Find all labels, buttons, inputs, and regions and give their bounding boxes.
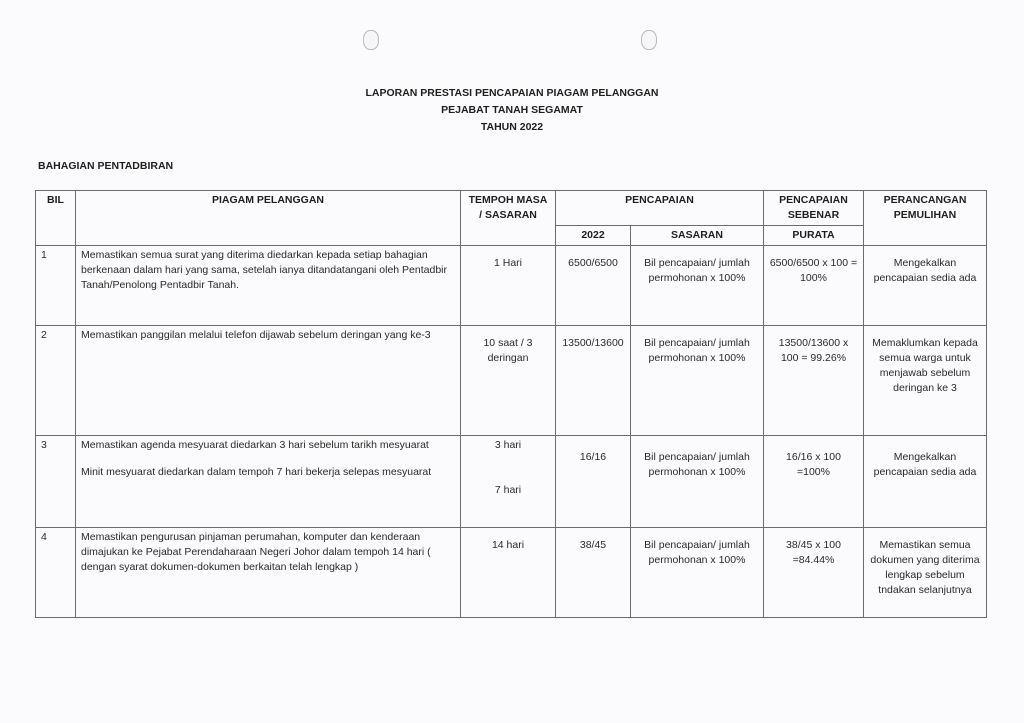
cell-year: 16/16 — [556, 436, 631, 528]
cell-bil: 3 — [36, 436, 76, 528]
cell-bil: 2 — [36, 326, 76, 436]
header-perancangan: PERANCANGAN PEMULIHAN — [864, 191, 987, 246]
cell-bil: 1 — [36, 246, 76, 326]
header-piagam: PIAGAM PELANGGAN — [76, 191, 461, 246]
cell-sebenar: 13500/13600 x 100 = 99.26% — [764, 326, 864, 436]
cell-perancangan: Memaklumkan kepada semua warga untuk menjawab sebelum deringan ke 3 — [864, 326, 987, 436]
header-bil: BIL — [36, 191, 76, 246]
cell-piagam: Memastikan pengurusan pinjaman perumahan, komputer dan kenderaan dimajukan ke Pejabat Perendaharaan Negeri Johor dalam tempoh 14 hari ( dengan syarat dokumen-dokumen berkaitan telah lengkap ) — [76, 528, 461, 618]
table-row — [36, 246, 987, 326]
cell-bil: 4 — [36, 528, 76, 618]
header-year: 2022 — [556, 226, 631, 246]
header-pencapaian: PENCAPAIAN — [556, 191, 764, 226]
cell-tempoh: 10 saat / 3 deringan — [461, 326, 556, 436]
cell-sasaran: Bil pencapaian/ jumlah permohonan x 100% — [631, 436, 764, 528]
cell-tempoh-group — [461, 436, 556, 528]
header-sasaran: SASARAN — [631, 226, 764, 246]
table-row — [36, 326, 987, 436]
punch-hole-left — [363, 30, 379, 50]
header-purata: PURATA — [764, 226, 864, 246]
cell-sasaran: Bil pencapaian/ jumlah permohonan x 100% — [631, 528, 764, 618]
title-line-2: PEJABAT TANAH SEGAMAT — [441, 104, 583, 116]
header-tempoh: TEMPOH MASA / SASARAN — [461, 191, 556, 246]
cell-sasaran: Bil pencapaian/ jumlah permohonan x 100% — [631, 326, 764, 436]
cell-piagam: Memastikan agenda mesyuarat diedarkan 3 hari sebelum tarikh mesyuarat — [81, 439, 429, 451]
title-line-1: LAPORAN PRESTASI PENCAPAIAN PIAGAM PELANGGAN — [365, 87, 659, 99]
cell-perancangan: Mengekalkan pencapaian sedia ada — [864, 246, 987, 326]
table-row — [36, 436, 987, 528]
punch-hole-right — [641, 30, 657, 50]
cell-year: 38/45 — [556, 528, 631, 618]
piagam-table — [35, 190, 987, 618]
cell-perancangan: Memastikan semua dokumen yang diterima lengkap sebelum tndakan selanjutnya — [864, 528, 987, 618]
cell-year: 6500/6500 — [556, 246, 631, 326]
header-sebenar: PENCAPAIAN SEBENAR — [764, 191, 864, 226]
cell-piagam: Memastikan semua surat yang diterima diedarkan kepada setiap bahagian berkenaan dalam hari yang sama, setelah ianya ditandatangani oleh Pentadbir Tanah/Penolong Pentadbir Tanah. — [76, 246, 461, 326]
table-row — [36, 528, 987, 618]
cell-perancangan: Mengekalkan pencapaian sedia ada — [864, 436, 987, 528]
cell-tempoh: 3 hari — [494, 439, 522, 451]
cell-sebenar: 6500/6500 x 100 = 100% — [764, 246, 864, 326]
title-line-3: TAHUN 2022 — [480, 121, 544, 133]
cell-year: 13500/13600 — [556, 326, 631, 436]
cell-piagam-group — [76, 436, 461, 528]
cell-piagam: Memastikan panggilan melalui telefon dijawab sebelum deringan yang ke-3 — [76, 326, 461, 436]
report-title — [0, 85, 1024, 136]
header-row-1 — [36, 191, 987, 226]
cell-tempoh-b: 7 hari — [494, 484, 522, 496]
cell-sebenar: 38/45 x 100 =84.44% — [764, 528, 864, 618]
section-heading: BAHAGIAN PENTADBIRAN — [38, 160, 174, 172]
cell-piagam-b: Minit mesyuarat diedarkan dalam tempoh 7 hari bekerja selepas mesyuarat — [81, 466, 432, 478]
cell-sebenar: 16/16 x 100 =100% — [764, 436, 864, 528]
cell-sasaran: Bil pencapaian/ jumlah permohonan x 100% — [631, 246, 764, 326]
cell-tempoh: 1 Hari — [461, 246, 556, 326]
cell-tempoh: 14 hari — [461, 528, 556, 618]
